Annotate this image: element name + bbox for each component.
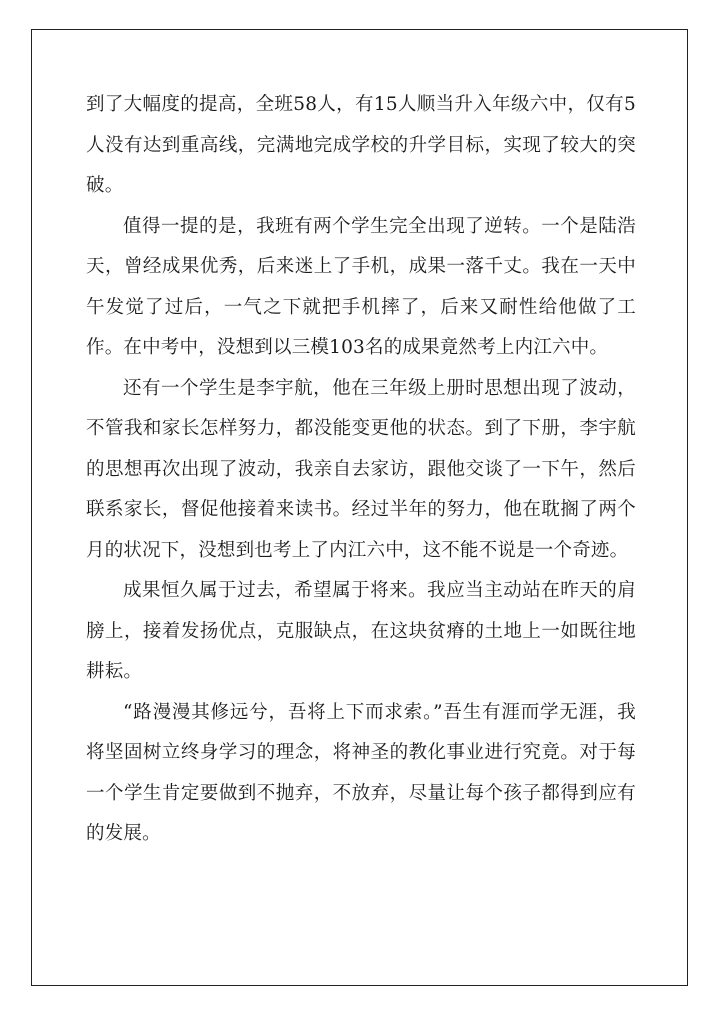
document-body	[86, 85, 636, 855]
paragraph-1: 到了大幅度的提高，全班58人，有15人顺当升入年级六中，仅有5人没有达到重高线，完满地完成学校的升学目标，实现了较大的突破。	[86, 94, 636, 196]
paragraph-5: “路漫漫其修远兮，吾将上下而求索。”吾生有涯而学无涯，我将坚固树立终身学习的理念，将神圣的教化事业进行究竟。对于每一个学生肯定要做到不抛弃，不放弃，尽量让每个孩子都得到应有的发展。	[86, 701, 636, 844]
paragraph-2: 值得一提的是，我班有两个学生完全出现了逆转。一个是陆浩天，曾经成果优秀，后来迷上了手机，成果一落千丈。我在一天中午发觉了过后，一气之下就把手机摔了，后来又耐性给他做了工作。在中考中，没想到以三模103名的成果竟然考上内江六中。	[86, 215, 636, 358]
paragraph-4: 成果恒久属于过去，希望属于将来。我应当主动站在昨天的肩膀上，接着发扬优点，克服缺点，在这块贫瘠的土地上一如既往地耕耘。	[86, 580, 636, 682]
paragraph-3: 还有一个学生是李宇航，他在三年级上册时思想出现了波动，不管我和家长怎样努力，都没能变更他的状态。到了下册，李宇航的思想再次出现了波动，我亲自去家访，跟他交谈了一下午，然后联系家长，督促他接着来读书。经过半年的努力，他在耽搁了两个月的状况下，没想到也考上了内江六中，这不能不说是一个奇迹。	[86, 377, 636, 561]
